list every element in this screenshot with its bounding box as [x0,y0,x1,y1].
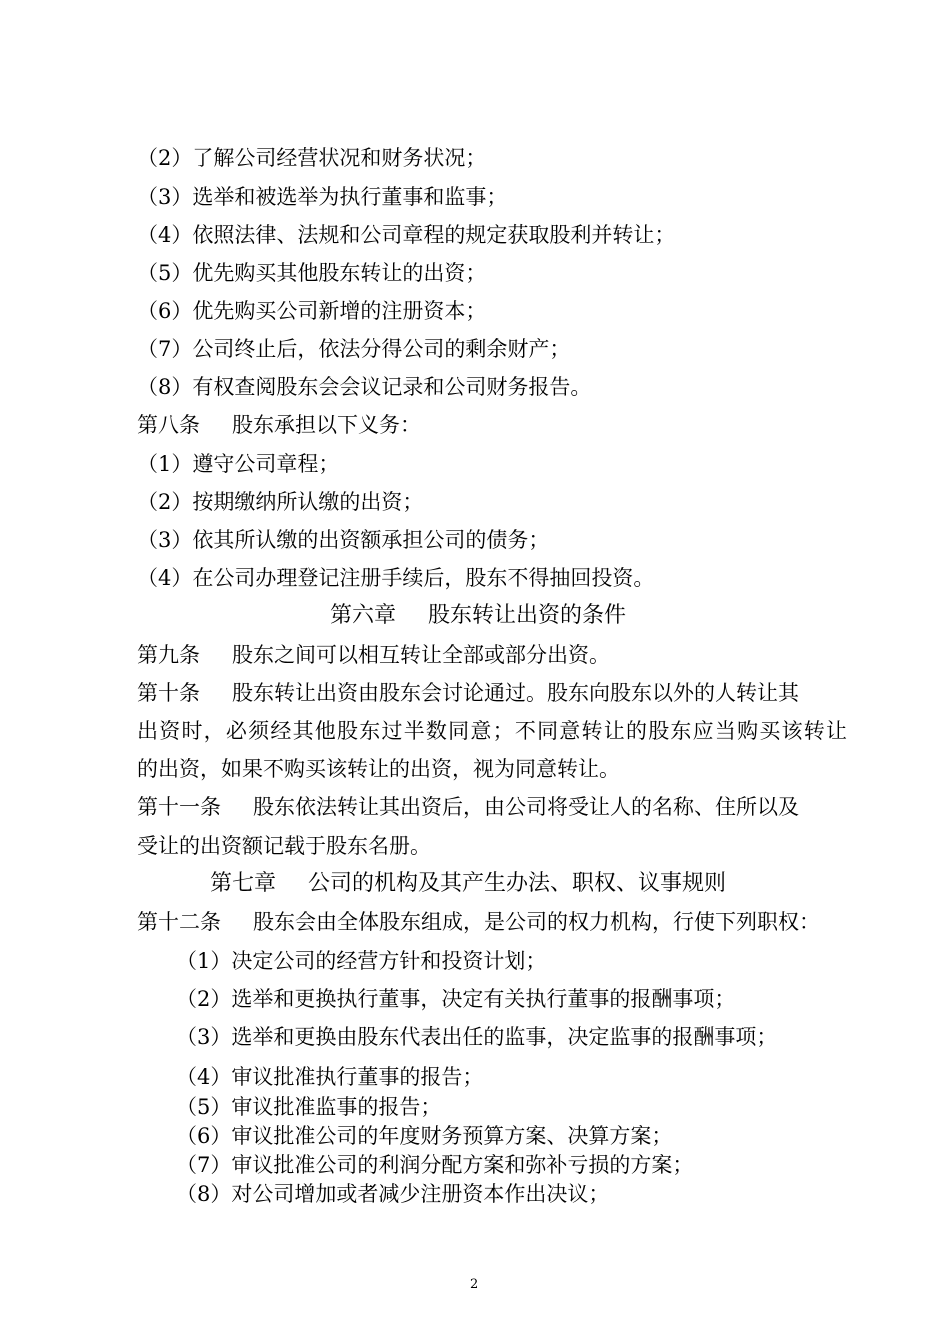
article-12-label: 第十二条 [137,910,221,934]
right-item-8: （8）有权查阅股东会会议记录和公司财务报告。 [137,375,592,399]
right-item-7: （7）公司终止后，依法分得公司的剩余财产； [137,337,571,361]
right-item-6: （6）优先购买公司新增的注册资本； [137,299,487,323]
article-11-text-1: 股东依法转让其出资后，由公司将受让人的名称、住所以及 [253,795,799,819]
article-8 [137,412,421,438]
chapter-6-label: 第六章 [330,603,397,628]
chapter-7-heading [210,871,726,897]
power-item-7: （7）审议批准公司的利润分配方案和弥补亏损的方案； [176,1153,694,1177]
article-11-line-2: 受让的出资额记载于股东名册。 [137,834,431,858]
right-item-3: （3）选举和被选举为执行董事和监事； [137,185,508,209]
article-11 [137,794,799,820]
article-9-label: 第九条 [137,643,200,667]
right-item-2: （2）了解公司经营状况和财务状况； [137,146,487,170]
power-item-6: （6）审议批准公司的年度财务预算方案、决算方案； [176,1124,673,1148]
chapter-6-title: 股东转让出资的条件 [428,603,627,628]
article-10-line-2: 出资时，必须经其他股东过半数同意；不同意转让的股东应当购买该转让 [137,719,847,743]
article-9 [137,642,610,668]
article-10-label: 第十条 [137,681,200,705]
duty-item-1: （1）遵守公司章程； [137,452,340,476]
right-item-4: （4）依照法律、法规和公司章程的规定获取股利并转让； [137,223,676,247]
power-item-1: （1）决定公司的经营方针和投资计划； [176,949,547,973]
article-8-text: 股东承担以下义务： [232,413,421,437]
page-number: 2 [470,1277,479,1292]
article-12 [137,909,820,935]
article-9-text: 股东之间可以相互转让全部或部分出资。 [232,643,610,667]
article-10-text-1: 股东转让出资由股东会讨论通过。股东向股东以外的人转让其 [232,681,799,705]
right-item-5: （5）优先购买其他股东转让的出资； [137,261,487,285]
power-item-2: （2）选举和更换执行董事，决定有关执行董事的报酬事项； [176,987,736,1011]
article-12-text: 股东会由全体股东组成，是公司的权力机构，行使下列职权： [253,910,820,934]
duty-item-4: （4）在公司办理登记注册手续后，股东不得抽回投资。 [137,566,655,590]
power-item-3: （3）选举和更换由股东代表出任的监事，决定监事的报酬事项； [176,1025,778,1049]
article-11-label: 第十一条 [137,795,221,819]
duty-item-3: （3）依其所认缴的出资额承担公司的债务； [137,528,550,552]
power-item-4: （4）审议批准执行董事的报告； [176,1065,484,1089]
chapter-6-heading [330,603,626,629]
power-item-5: （5）审议批准监事的报告； [176,1095,442,1119]
duty-item-2: （2）按期缴纳所认缴的出资； [137,490,424,514]
article-10 [137,680,799,706]
chapter-7-label: 第七章 [210,871,277,896]
article-10-line-3: 的出资，如果不购买该转让的出资，视为同意转让。 [137,757,620,781]
power-item-8: （8）对公司增加或者减少注册资本作出决议； [176,1182,610,1206]
article-8-label: 第八条 [137,413,200,437]
chapter-7-title: 公司的机构及其产生办法、职权、议事规则 [308,871,727,896]
